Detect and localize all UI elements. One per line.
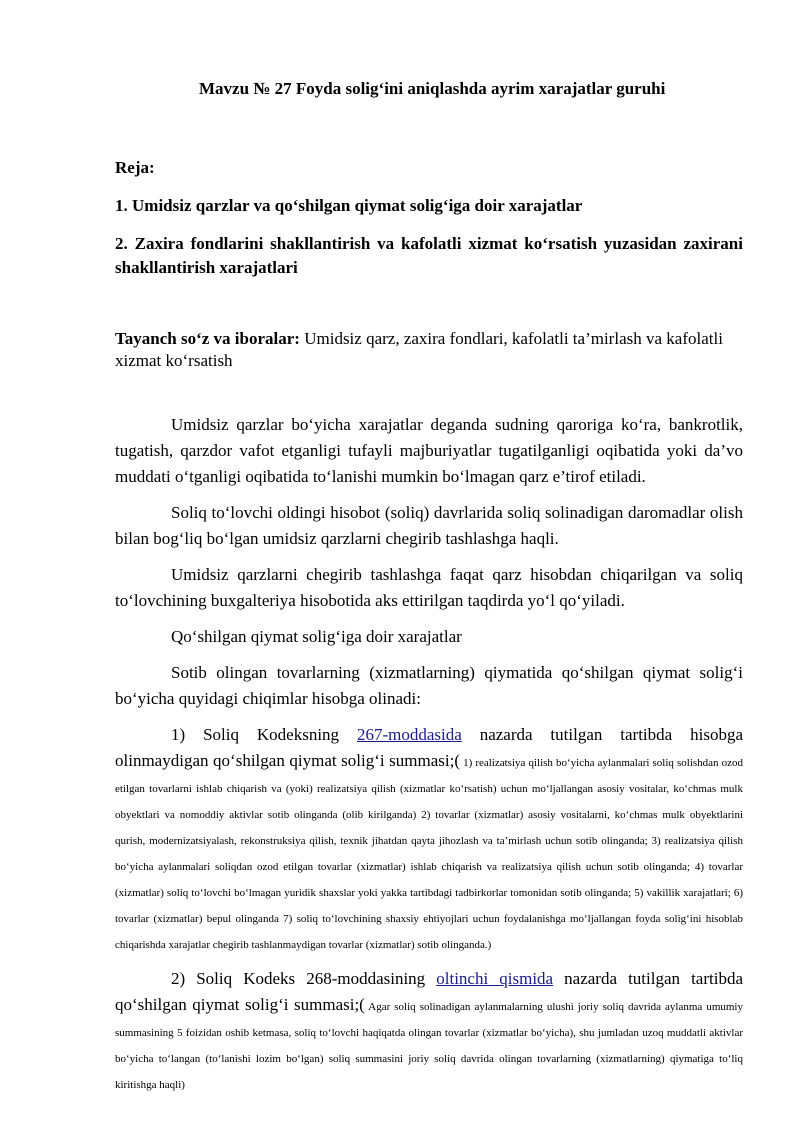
paragraph-vat-heading: Qo‘shilgan qiymat solig‘iga doir xarajatlar xyxy=(171,627,462,646)
keywords-text: Umidsiz qarz, zaxira fondlari, kafolatli ta’mirlash va kafolatli xizmat ko‘rsatish xyxy=(115,329,723,370)
paragraph-deduction-right: Soliq to‘lovchi oldingi hisobot (soliq) davrlarida soliq solinadigan daromadlar olish bilan bog‘liq bo‘lgan umidsiz qarzlarni chegirib tashlashga haqli. xyxy=(115,503,743,548)
item2-post: nazarda tutilgan tartibda qo‘shilgan qiymat solig‘i summasi;( xyxy=(115,969,743,1014)
keywords-label: Tayanch so‘z va iboralar: xyxy=(115,329,300,348)
document-page xyxy=(115,70,743,1096)
keywords-block xyxy=(115,328,743,372)
document-title: Mavzu № 27 Foyda solig‘ini aniqlashda ayrim xarajatlar guruhi xyxy=(199,79,666,98)
item1-pre: 1) Soliq Kodeksning xyxy=(171,725,357,744)
plan-item-2: 2. Zaxira fondlarini shakllantirish va kafolatli xizmat ko‘rsatish yuzasidan zaxirani shakllantirish xarajatlari xyxy=(115,234,743,277)
list-item-1 xyxy=(115,722,743,956)
plan-label: Reja: xyxy=(115,158,155,177)
paragraph-vat-intro: Sotib olingan tovarlarning (xizmatlarning) qiymatida qo‘shilgan qiymat solig‘i bo‘yicha quyidagi chiqimlar hisobga olinadi: xyxy=(115,663,743,708)
article-267-link[interactable]: 267-moddasida xyxy=(356,725,462,744)
sixth-part-link[interactable]: oltinchi qismida xyxy=(436,969,554,988)
paragraph-deduction-condition: Umidsiz qarzlarni chegirib tashlashga faqat qarz hisobdan chiqarilgan va soliq to‘lovchining buxgalteriya hisobotida aks ettirilgan taqdirda yo‘l qo‘yiladi. xyxy=(115,565,743,610)
item1-note: 1) realizatsiya qilish bo‘yicha aylanmalari soliq solishdan ozod etilgan tovarlarni ishlab chiqarish va (yoki) realizatsiya qilish (xizmatlar ko‘rsatish) uchun mo‘ljallangan asosiy vositalar, ko‘chmas mulk obyektlari va nomoddiy aktivlar sotib olinganda (olib kirilganda) 2) tovarlar (xizmatlar) asosiy vositalarni, ko‘chmas mulk obyektlarini qurish, modernizatsiyalash, rekonstruksiya qilish, texnik jihatdan qayta jihozlash va ta’mirlash uchun sotib olinganda; 3) realizatsiya qilish bo‘yicha aylanmalari soliqdan ozod etilgan tovarlar (xizmatlar) ishlab chiqarish va realizatsiya qilish uchun sotib olinganda; 4) tovarlar (xizmatlar) soliq to‘lovchi bo‘lmagan yuridik shaxslar yoki yakka tartibdagi tadbirkorlar tomonidan sotib olinganda; 5) vakillik xarajatlari; 6) tovarlar (xizmatlar) bepul olinganda 7) soliq to‘lovchining shaxsiy ehtiyojlari uchun foydalanishga mo‘ljallangan foyda solig‘ini hisoblab chiqarishda xarajatlar chegirib tashlanmaydigan tovarlar (xizmatlar) sotib olinganda.) xyxy=(115,757,743,951)
plan-item-1: 1. Umidsiz qarzlar va qo‘shilgan qiymat solig‘iga doir xarajatlar xyxy=(115,196,583,215)
item2-pre: 2) Soliq Kodeks 268-moddasining xyxy=(171,969,437,988)
paragraph-bad-debts: Umidsiz qarzlar bo‘yicha xarajatlar deganda sudning qaroriga ko‘ra, bankrotlik, tugatish, qarzdor vafot etganligi tufayli majburiyatlar tugatilganligi oqibatida yoki da’vo muddati o‘tganligi oqibatida to‘lanishi mumkin bo‘lmagan qarz e’tirof etiladi. xyxy=(115,415,743,486)
list-item-2 xyxy=(115,966,743,1096)
item2-note: Agar soliq solinadigan aylanmalarning ulushi joriy soliq davrida aylanma umumiy summasining 5 foizidan oshib ketmasa, soliq to‘lovchi haqiqatda olingan tovarlar (xizmatlar bo‘yicha), shu jumladan uzoq muddatli aktivlar bo‘yicha to‘langan (to‘lanishi lozim bo‘lgan) soliq summasini joriy soliq davrida olingan tovarlarning (xizmatlarning) qiymatiga to‘liq kiritishga haqli) xyxy=(115,1001,743,1091)
item1-post: nazarda tutilgan tartibda hisobga olinmaydigan qo‘shilgan qiymat solig‘i summasi;( xyxy=(115,725,743,770)
